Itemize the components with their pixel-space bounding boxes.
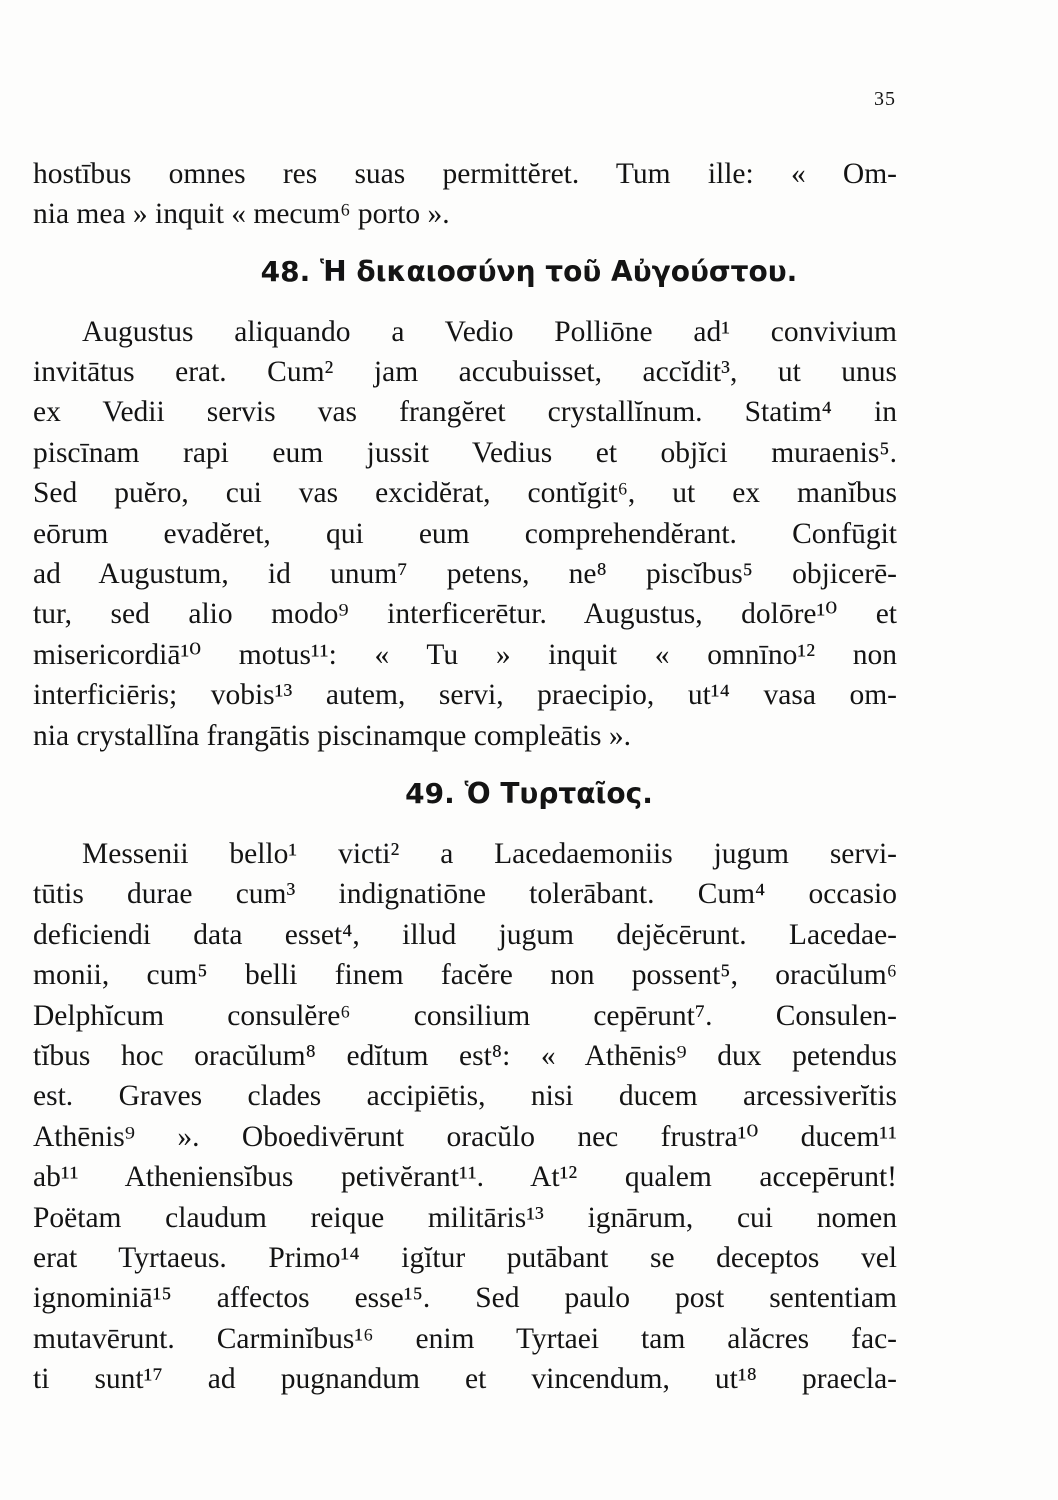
text-line: Delphĭcum consulĕre⁶ consilium cepērunt⁷. Consulen- (33, 1000, 897, 1032)
text-line: deficiendi data esset⁴, illud jugum dejĕcērunt. Lacedae- (33, 919, 897, 951)
text-line: Sed puĕro, cui vas excidĕrat, contĭgit⁶, ut ex manĭbus (33, 477, 897, 509)
text-line: Poëtam claudum reique militāris¹³ ignārum, cui nomen (33, 1202, 897, 1234)
text-line: eōrum evadĕret, qui eum comprehendĕrant. Confūgit (33, 518, 897, 550)
text-line: ti sunt¹⁷ ad pugnandum et vincendum, ut¹⁸ praecla- (33, 1363, 897, 1395)
text-line: ignominiā¹⁵ affectos esse¹⁵. Sed paulo post sententiam (33, 1282, 897, 1314)
text-line: Augustus aliquando a Vedio Polliōne ad¹ convivium (82, 316, 897, 348)
text-line: mutavērunt. Carminĭbus¹⁶ enim Tyrtaei tam alăcres fac- (33, 1323, 897, 1355)
text-line: monii, cum⁵ belli finem facĕre non possent⁵, oracŭlum⁶ (33, 959, 897, 991)
text-line: misericordiā¹⁰ motus¹¹: « Tu » inquit « omnīno¹² non (33, 639, 897, 671)
text-line: ab¹¹ Atheniensĭbus petivĕrant¹¹. At¹² qualem accepērunt! (33, 1161, 897, 1193)
text-line: ad Augustum, id unum⁷ petens, ne⁸ piscĭbus⁵ objicerē- (33, 558, 897, 590)
text-line: piscīnam rapi eum jussit Vedius et objĭci muraenis⁵. (33, 437, 897, 469)
text-line: est. Graves clades accipiētis, nisi ducem arcessiverĭtis (33, 1080, 897, 1112)
text-line: hostībus omnes res suas permittĕret. Tum ille: « Om- (33, 158, 897, 190)
text-line: Athēnis⁹ ». Oboedivērunt oracŭlo nec frustra¹⁰ ducem¹¹ (33, 1121, 897, 1153)
text-line: invitātus erat. Cum² jam accubuisset, accĭdit³, ut unus (33, 356, 897, 388)
section-heading-48: 48. Ἡ δικαιοσύνη τοῦ Αὐγούστου. (260, 255, 798, 288)
text-line: nia mea » inquit « mecum⁶ porto ». (33, 198, 450, 230)
text-line: tūtis durae cum³ indignatiōne tolerābant. Cum⁴ occasio (33, 878, 897, 910)
text-line: erat Tyrtaeus. Primo¹⁴ igĭtur putābant se deceptos vel (33, 1242, 897, 1274)
section-heading-49: 49. Ὁ Τυρταῖος. (405, 777, 653, 810)
text-line: nia crystallĭna frangātis piscinamque compleātis ». (33, 720, 632, 752)
text-line: tur, sed alio modo⁹ interficerētur. Augustus, dolōre¹⁰ et (33, 598, 897, 630)
page-number: 35 (874, 88, 896, 110)
text-line: ex Vedii servis vas frangĕret crystallĭnum. Statim⁴ in (33, 396, 897, 428)
text-line: Messenii bello¹ victi² a Lacedaemoniis jugum servi- (82, 838, 897, 870)
text-line: interficiēris; vobis¹³ autem, servi, praecipio, ut¹⁴ vasa om- (33, 679, 897, 711)
text-line: tĭbus hoc oracŭlum⁸ edĭtum est⁸: « Athēnis⁹ dux petendus (33, 1040, 897, 1072)
